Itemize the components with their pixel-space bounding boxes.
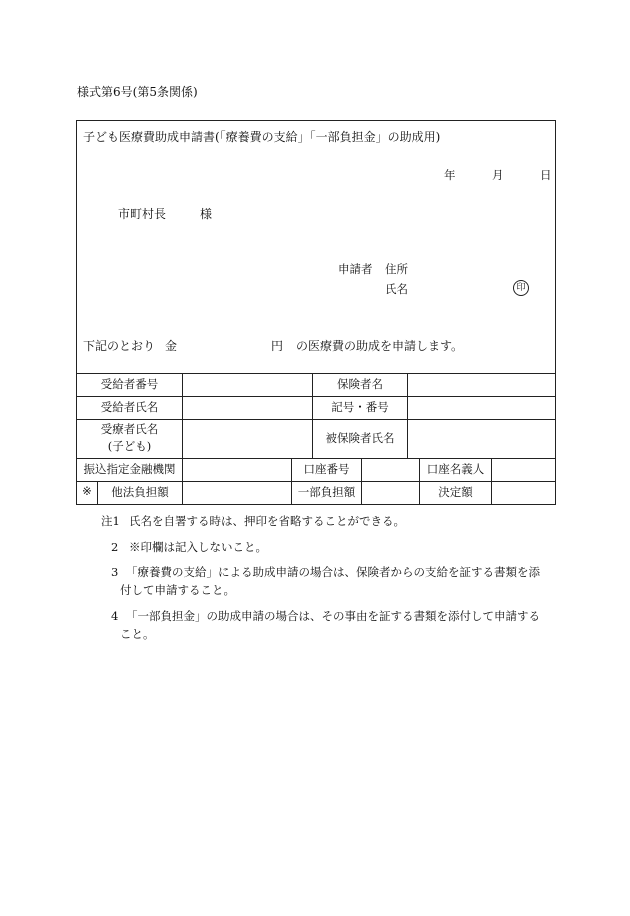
- date-year-label: 年: [444, 168, 456, 182]
- yen-label: 円: [271, 339, 284, 353]
- request-suffix: の医療費の助成を申請します。: [296, 339, 464, 353]
- account-holder-label: 口座名義人: [426, 462, 485, 476]
- table-row-line: [76, 458, 556, 459]
- addressee-honorific: 様: [200, 207, 213, 221]
- recipient-name-label: 受給者氏名: [100, 400, 159, 414]
- note-2-text: ※印欄は記入しないこと。: [129, 540, 267, 554]
- table-row-line: [76, 481, 556, 482]
- table-col-line: [361, 458, 362, 505]
- note-3-number: 3: [111, 565, 119, 579]
- seal-mark: 印: [513, 280, 529, 296]
- table-col-line: [182, 458, 183, 505]
- form-number: 様式第6号(第5条関係): [77, 85, 198, 99]
- office-use-mark: ※: [82, 484, 92, 498]
- address-label: 住所: [385, 262, 408, 276]
- note-4-number: 4: [111, 609, 119, 623]
- partial-copay-label: 一部負担額: [297, 485, 356, 499]
- note-4-text: 「一部負担金」の助成申請の場合は、その事由を証する書類を添付して申請する: [126, 609, 540, 623]
- decided-amount-label: 決定額: [438, 485, 473, 499]
- insured-name-label: 被保険者氏名: [325, 431, 395, 445]
- insurer-name-label: 保険者名: [337, 377, 383, 391]
- date-month-label: 月: [492, 168, 504, 182]
- note-3-text: 「療養費の支給」による助成申請の場合は、保険者からの支給を証する書類を添: [126, 565, 540, 579]
- recipient-number-label: 受給者番号: [100, 377, 159, 391]
- table-col-line: [491, 458, 492, 505]
- name-label: 氏名: [385, 282, 408, 296]
- note-4-continuation: こと。: [120, 627, 155, 641]
- table-row-line: [76, 419, 556, 420]
- patient-name-label: 受療者氏名: [100, 422, 159, 436]
- symbol-number-label: 記号・番号: [331, 400, 389, 414]
- bank-label: 振込指定金融機関: [83, 462, 176, 476]
- other-law-label: 他法負担額: [111, 485, 169, 499]
- note-1-number: 注1: [101, 514, 120, 528]
- table-col-line: [182, 373, 183, 458]
- table-row-line: [76, 396, 556, 397]
- amount-label: 金: [165, 339, 178, 353]
- account-number-label: 口座番号: [303, 462, 350, 476]
- note-1-text: 氏名を自署する時は、押印を省略することができる。: [129, 514, 405, 528]
- request-prefix: 下記のとおり: [83, 339, 156, 353]
- table-top-line: [76, 373, 556, 374]
- note-2-number: 2: [111, 540, 119, 554]
- form-title: 子ども医療費助成申請書(「療養費の支給」「一部負担金」の助成用): [83, 130, 441, 144]
- date-day-label: 日: [540, 168, 552, 182]
- applicant-label: 申請者: [338, 262, 373, 276]
- table-col-line: [407, 373, 408, 458]
- note-3-continuation: 付して申請すること。: [120, 583, 235, 597]
- patient-child-label: (子ども): [107, 439, 152, 453]
- addressee-office: 市町村長: [118, 207, 167, 221]
